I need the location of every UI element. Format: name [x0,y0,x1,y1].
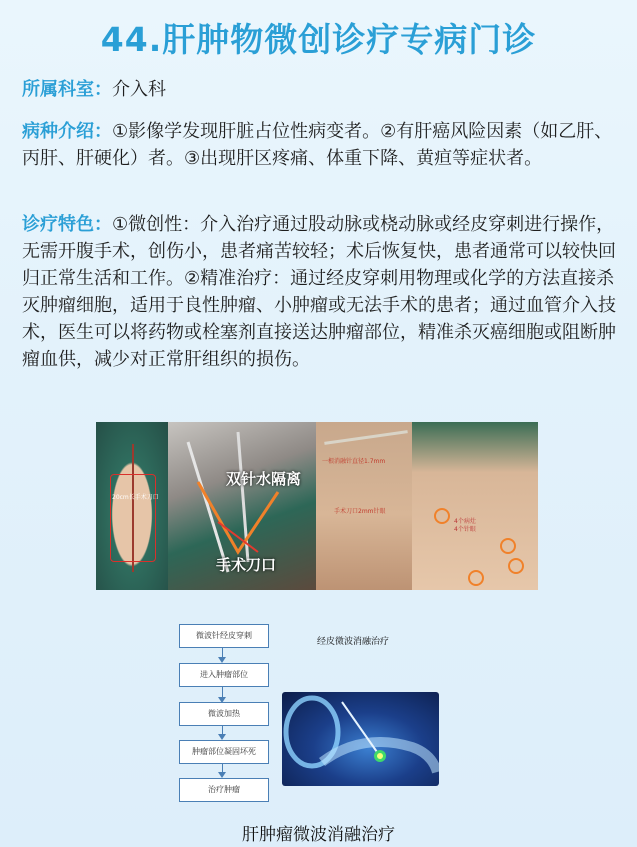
photo3-label-b: 手术刀口2mm针眼 [334,508,386,515]
features-section [22,211,620,373]
indications-text: ①影像学发现肝脏占位性病变者。②有肝癌风险因素（如乙肝、丙肝、肝硬化）者。③出现肝区疼痛、体重下降、黄疸等症状者。 [22,121,613,169]
needle-mark-ring-4 [468,570,484,586]
photo4-label-a: 4个病灶 [454,518,476,525]
indications-section [22,118,620,172]
incision-outline [110,474,156,562]
department-value: 介入科 [112,79,166,100]
indications-label: 病种介绍： [22,121,112,142]
photo-four-lesions [412,422,538,590]
features-label: 诊疗特色： [22,214,112,235]
needle-mark-ring-1 [434,508,450,524]
flow-arrow-1 [222,647,223,657]
photo2-label-b: 手术刀口 [216,556,277,574]
photo1-label: 20cm长手术刀口 [112,494,159,501]
department-label: 所属科室： [22,79,112,100]
ablation-figure [282,692,439,786]
bottom-caption: 肝肿瘤微波消融治疗 [242,825,395,845]
photo-needle-isolation [168,422,316,590]
ablation-diagram-caption: 经皮微波消融治疗 [317,637,390,647]
needle-image [324,430,408,445]
flow-step-3: 微波加热 [179,702,269,726]
needle-mark-ring-3 [508,558,524,574]
flow-step-1: 微波针经皮穿刺 [179,624,269,648]
page-title: 44.肝肿物微创诊疗专病门诊 [100,20,537,59]
department-line [22,76,620,103]
needle-mark-ring-2 [500,538,516,554]
photo-ablation-needle [316,422,412,590]
flow-step-5: 治疗肿瘤 [179,778,269,802]
flow-arrow-2 [222,686,223,697]
ablation-illustration [282,692,439,786]
flow-arrow-3 [222,725,223,734]
photo4-label-b: 4个针眼 [454,526,476,533]
flow-step-4: 肿瘤部位凝固坏死 [179,740,269,764]
photo2-label-a: 双针水隔离 [226,470,302,488]
photo3-label-a: 一根消融针直径1.7mm [322,458,386,465]
flow-arrow-4 [222,763,223,772]
photo-open-surgery [96,422,168,590]
flow-step-2: 进入肿瘤部位 [179,663,269,687]
features-text: ①微创性：介入治疗通过股动脉或桡动脉或经皮穿刺进行操作，无需开腹手术，创伤小，患者痛苦较轻；术后恢复快，患者通常可以较快回归正常生活和工作。②精准治疗：通过经皮穿刺用物理或化学的方法直接杀灭肿瘤细胞，适用于良性肿瘤、小肿瘤或无法手术的患者；通过血管介入技术，医生可以将药物或栓塞剂直接送达肿瘤部位，精准杀灭癌细胞或阻断肿瘤血供，减少对正常肝组织的损伤。 [22,214,616,370]
